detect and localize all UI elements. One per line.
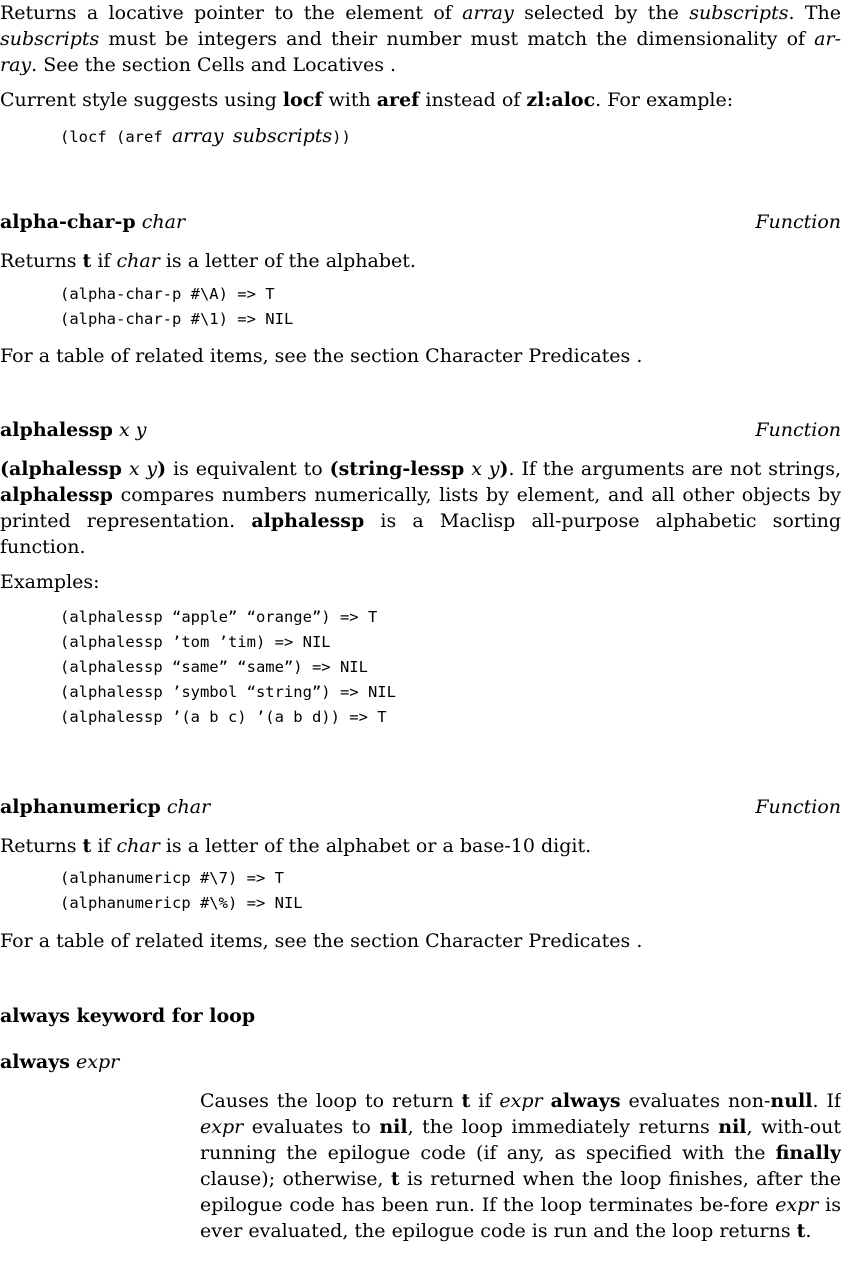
syntax-arg: expr — [75, 1051, 120, 1073]
alpha-char-p-code — [60, 282, 293, 332]
code-line: (alpha-char-p #\1) => NIL — [60, 310, 294, 328]
always-description: Causes the loop to return t if expr always evaluates non-null. If expr evaluates to nil, the loop immediately returns nil, with-out running the epilogue code (if any, as specified with the finally clause); otherwise, t is returned when the loop finishes, after the epilogue code has been run. If the loop terminates be-fore expr is ever evaluated, the epilogue code is run and the loop returns t. — [200, 1090, 841, 1242]
code-line: (alphanumericp #\7) => T — [60, 869, 284, 887]
always-syntax — [0, 1049, 841, 1075]
code-line: (alpha-char-p #\A) => T — [60, 285, 275, 303]
entry-type: Function — [755, 796, 841, 818]
locf-code-example: (locf (aref array subscripts)) — [60, 125, 351, 147]
syntax-name: always — [0, 1051, 70, 1073]
code-line: (alphalessp ’(a b c) ’(a b d)) => T — [60, 708, 387, 726]
code-line: (alphalessp “apple” “orange”) => T — [60, 608, 378, 626]
code-line: (alphalessp ’symbol “string”) => NIL — [60, 683, 396, 701]
entry-header-always — [0, 1003, 841, 1029]
keyword-heading: always keyword for loop — [0, 1005, 256, 1027]
alphanumericp-related-note[interactable]: For a table of related items, see the section Character Predicates . — [0, 930, 643, 952]
alphanumericp-description: Returns t if char is a letter of the alphabet or a base-10 digit. — [0, 835, 592, 857]
cells-locatives-link[interactable]: . See the section Cells and Locatives . — [31, 54, 397, 76]
code-line: (alphalessp ’tom ’tim) => NIL — [60, 633, 331, 651]
entry-type: Function — [755, 419, 841, 441]
alpha-char-p-related-note[interactable]: For a table of related items, see the section Character Predicates . — [0, 345, 643, 367]
function-name: alphanumericp — [0, 796, 161, 818]
locf-style-note: Current style suggests using locf with aref instead of zl:aloc. For example: — [0, 89, 734, 111]
function-name: alpha-char-p — [0, 211, 136, 233]
function-args: x y — [118, 419, 147, 441]
examples-label: Examples: — [0, 571, 100, 593]
entry-type: Function — [755, 211, 841, 233]
function-args: char — [141, 211, 186, 233]
function-name: alphalessp — [0, 419, 113, 441]
code-line: (alphalessp “same” “same”) => NIL — [60, 658, 368, 676]
code-line: (alphanumericp #\%) => NIL — [60, 894, 303, 912]
entry-header-alphalessp — [0, 417, 841, 443]
entry-header-alphanumericp — [0, 794, 841, 820]
alphalessp-description: (alphalessp x y) is equivalent to (string-lessp x y). If the arguments are not strings, alphalessp compares numbers numerically, lists by element, and all other objects by printed representation. alphalessp is a Maclisp all-purpose alphabetic sorting function. — [0, 458, 841, 558]
alphanumericp-code — [60, 866, 303, 916]
entry-header-alpha-char-p — [0, 209, 841, 235]
locf-description: Returns a locative pointer to the element of array selected by the subscripts. The subscripts must be integers and their number must match the dimensionality of ar-ray. See the section Cells and Locatives . — [0, 2, 841, 76]
alpha-char-p-description: Returns t if char is a letter of the alphabet. — [0, 250, 416, 272]
function-args: char — [166, 796, 211, 818]
alphalessp-code — [60, 605, 396, 730]
